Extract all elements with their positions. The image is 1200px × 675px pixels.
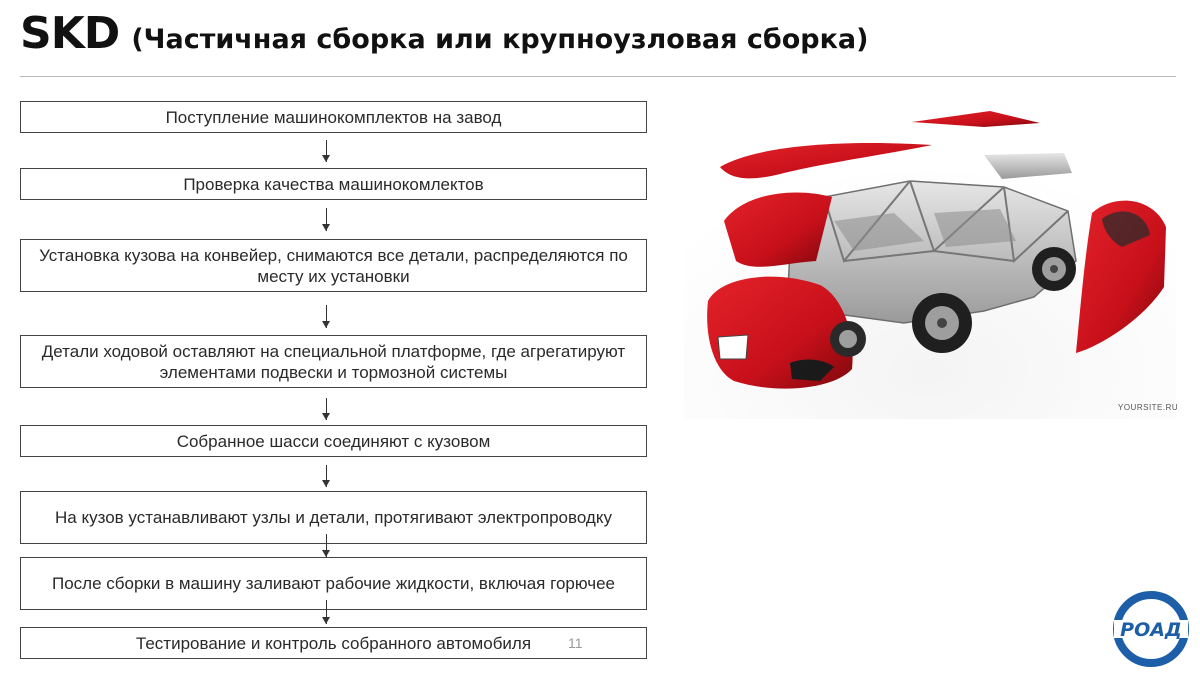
flow-step-8-text: Тестирование и контроль собранного автомобиля <box>135 633 532 653</box>
flow-arrow-2 <box>322 208 332 231</box>
flow-step-6 <box>20 491 647 544</box>
title-divider <box>20 76 1176 77</box>
flow-arrow-4 <box>322 398 332 420</box>
title-subtitle: (Частичная сборка или крупноузловая сборка) <box>131 24 869 55</box>
flow-step-1 <box>20 101 647 133</box>
flow-step-5-text: Собранное шасси соединяют с кузовом <box>176 431 491 451</box>
flow-step-2-text: Проверка качества машинокомлектов <box>183 174 484 194</box>
title-main: SKD <box>20 8 120 59</box>
flow-step-6-text: На кузов устанавливают узлы и детали, протягивают электропроводку <box>55 508 612 527</box>
flow-step-7 <box>20 557 647 610</box>
flow-step-3 <box>20 239 647 292</box>
flow-step-4-text: Детали ходовой оставляют на специальной платформе, где агрегатируют элементами подвески и тормозной системы <box>41 341 626 382</box>
slide-title <box>20 8 869 59</box>
flow-step-7-text: После сборки в машину заливают рабочие жидкости, включая горючее <box>52 574 615 593</box>
flow-arrow-1 <box>322 140 332 162</box>
flow-step-8 <box>20 627 647 659</box>
flow-step-5 <box>20 425 647 457</box>
flow-step-2 <box>20 168 647 200</box>
flow-step-4 <box>20 335 647 388</box>
page-number: 11 <box>568 635 583 651</box>
exploded-car-photo <box>684 101 1179 419</box>
flow-arrow-7 <box>322 600 332 624</box>
flow-step-1-text: Поступление машинокомплектов на завод <box>165 107 502 127</box>
road-logo-icon <box>1112 590 1190 668</box>
flow-arrow-6 <box>322 534 332 557</box>
photo-watermark: YOURSITE.RU <box>1118 403 1179 412</box>
flow-arrow-5 <box>322 465 332 487</box>
logo-text: РОАД <box>1120 619 1182 641</box>
flow-arrow-3 <box>322 305 332 328</box>
flow-step-3-text: Установка кузова на конвейер, снимаются все детали, распределяются по месту их установки <box>39 245 628 286</box>
